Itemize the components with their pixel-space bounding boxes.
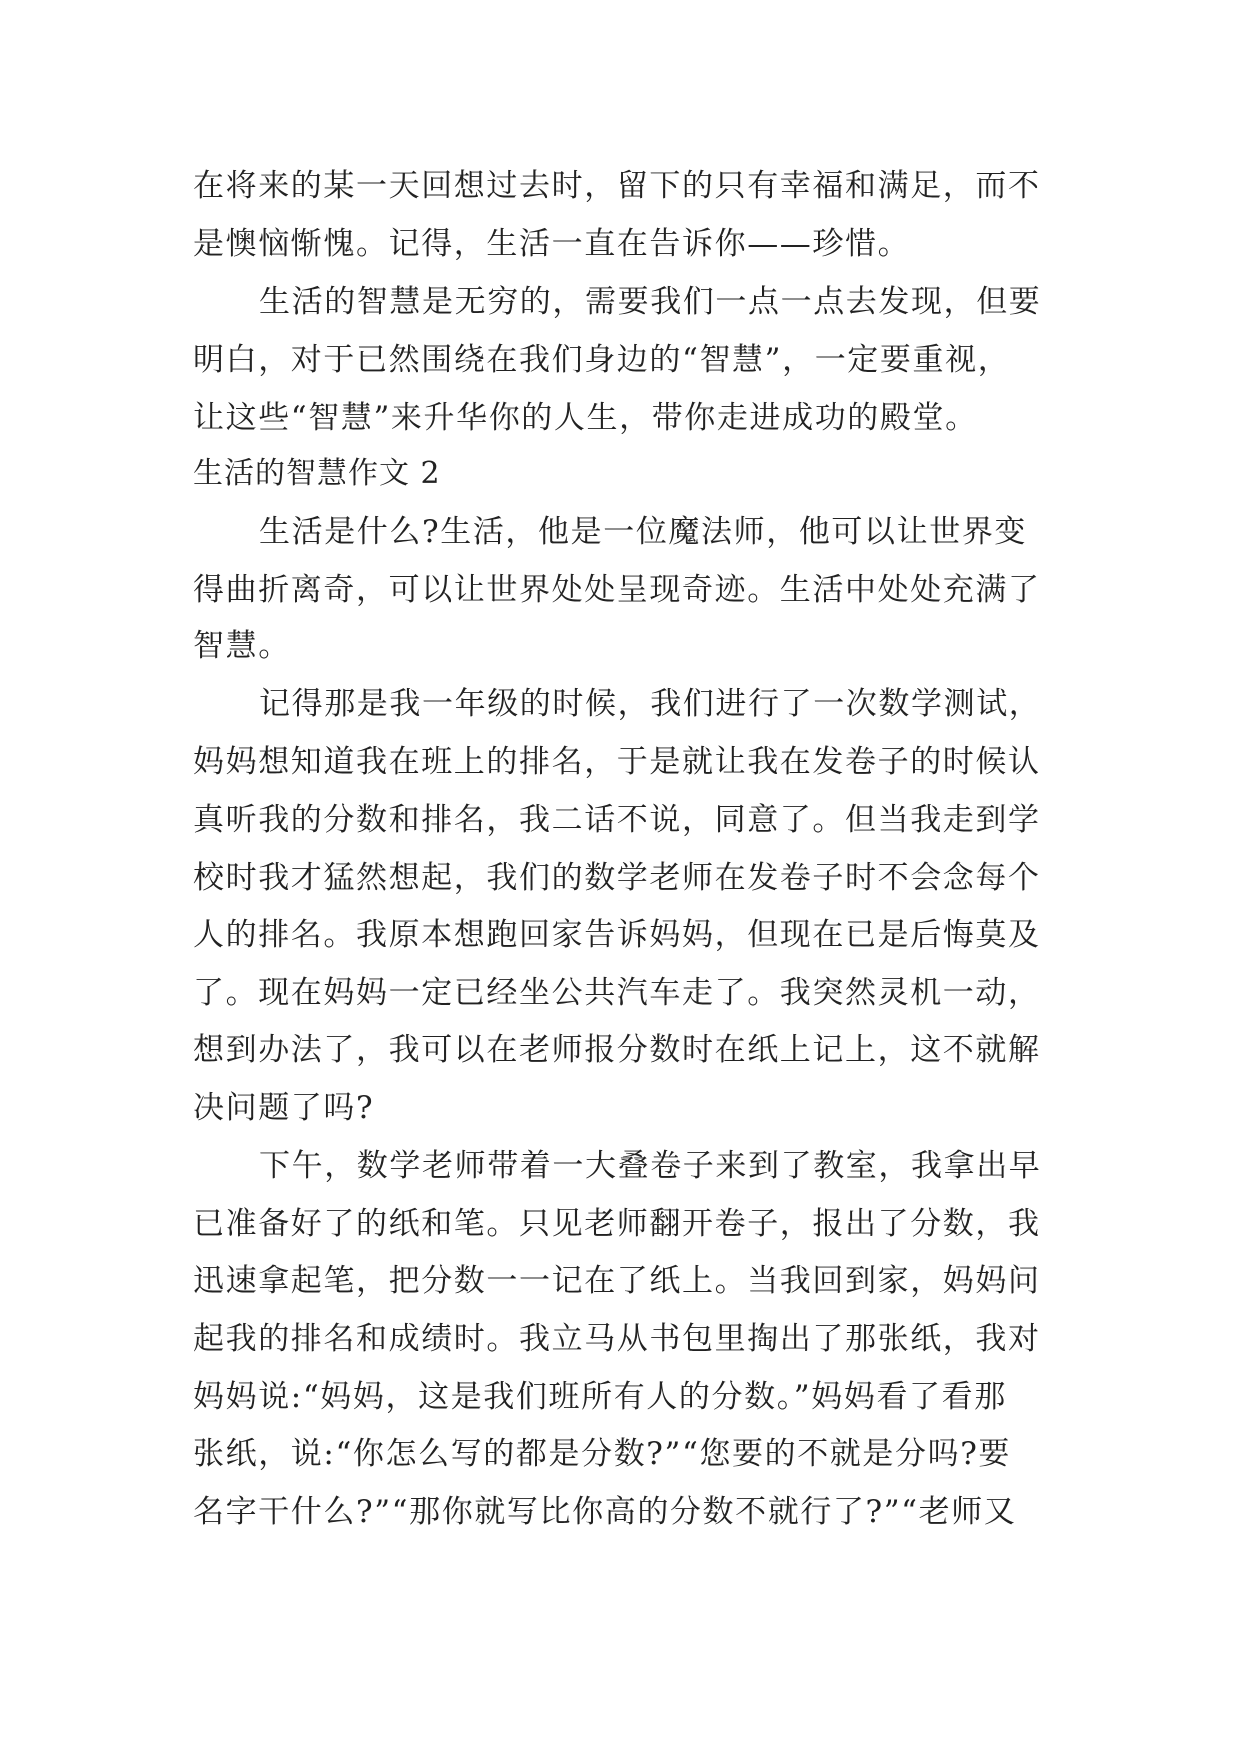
text-line: 张纸，说:“你怎么写的都是分数?”“您要的不就是分吗?要: [193, 1436, 1012, 1472]
section-heading: 生活的智慧作文 2: [193, 456, 441, 491]
text-line: 让这些“智慧”来升华你的人生，带你走进成功的殿堂。: [193, 400, 978, 436]
text-line: 迅速拿起笔，把分数一一记在了纸上。当我回到家，妈妈问: [193, 1263, 1041, 1299]
text-line: 是懊恼惭愧。记得，生活一直在告诉你——珍惜。: [193, 226, 911, 262]
text-line: 决问题了吗?: [193, 1090, 375, 1126]
text-line: 起我的排名和成绩时。我立马从书包里掏出了那张纸，我对: [193, 1321, 1041, 1357]
text-line: 妈妈想知道我在班上的排名，于是就让我在发卷子的时候认: [193, 744, 1041, 780]
text-line: 了。现在妈妈一定已经坐公共汽车走了。我突然灵机一动，: [193, 975, 1041, 1011]
text-line: 得曲折离奇，可以让世界处处呈现奇迹。生活中处处充满了: [193, 572, 1041, 608]
text-line: 人的排名。我原本想跑回家告诉妈妈，但现在已是后悔莫及: [193, 917, 1041, 953]
text-line: 妈妈说:“妈妈，这是我们班所有人的分数。”妈妈看了看那: [193, 1379, 1007, 1415]
text-line: 生活的智慧是无穷的，需要我们一点一点去发现，但要: [259, 284, 1042, 320]
text-line: 明白，对于已然围绕在我们身边的“智慧”，一定要重视，: [193, 342, 1011, 378]
text-line: 想到办法了，我可以在老师报分数时在纸上记上，这不就解: [193, 1032, 1041, 1068]
text-line: 在将来的某一天回想过去时，留下的只有幸福和满足，而不: [193, 168, 1041, 204]
text-line: 智慧。: [193, 628, 291, 664]
text-line: 已准备好了的纸和笔。只见老师翻开卷子，报出了分数，我: [193, 1206, 1041, 1242]
text-line: 名字干什么?”“那你就写比你高的分数不就行了?”“老师又: [193, 1494, 1017, 1530]
text-line: 生活是什么?生活，他是一位魔法师，他可以让世界变: [259, 514, 1028, 550]
text-line: 校时我才猛然想起，我们的数学老师在发卷子时不会念每个: [193, 860, 1041, 896]
text-line: 记得那是我一年级的时候，我们进行了一次数学测试，: [259, 686, 1042, 722]
text-line: 真听我的分数和排名，我二话不说，同意了。但当我走到学: [193, 802, 1041, 838]
text-line: 下午，数学老师带着一大叠卷子来到了教室，我拿出早: [259, 1148, 1042, 1184]
